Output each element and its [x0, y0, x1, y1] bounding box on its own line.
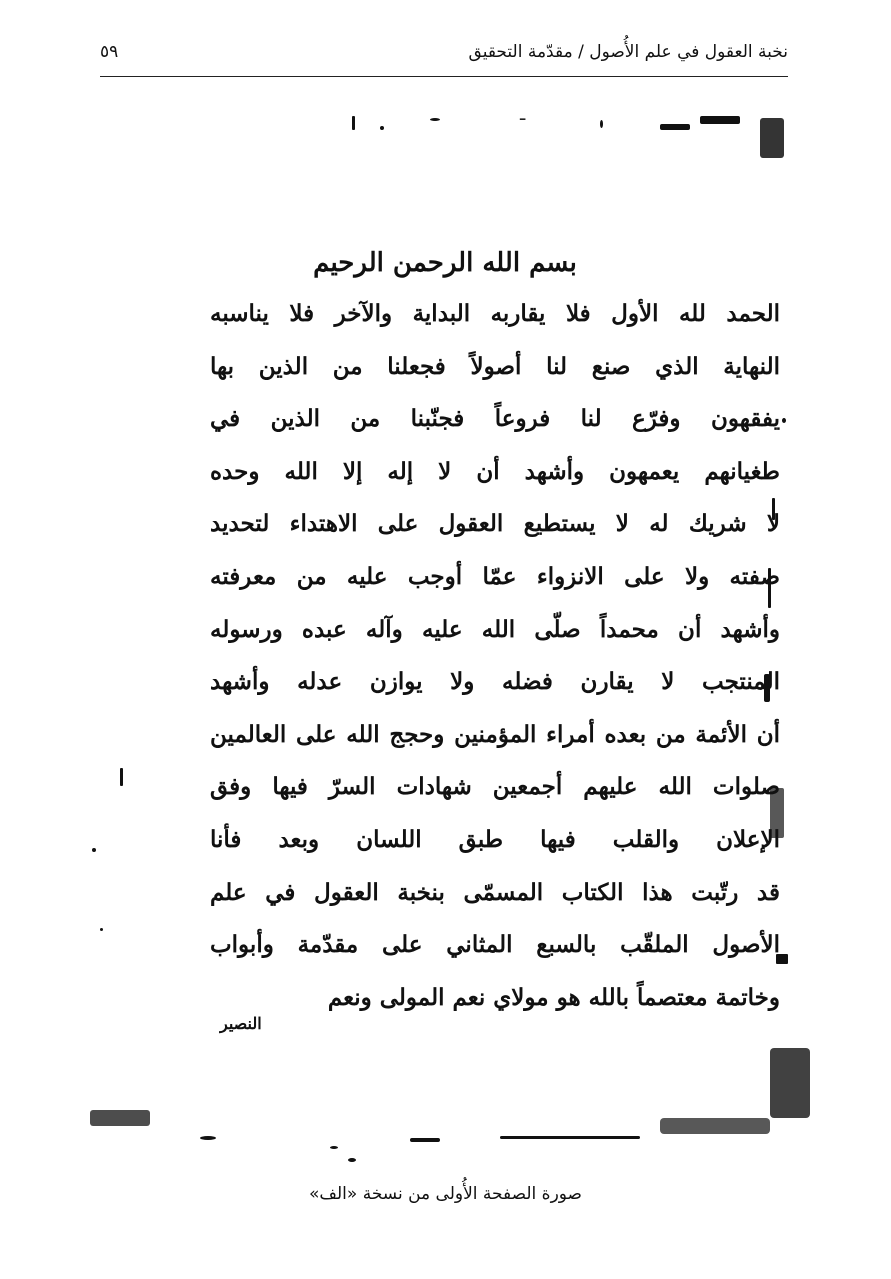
manuscript-line: وخاتمة معتصماً بالله هو مولاي نعم المولى ونعم: [327, 983, 780, 1011]
ink-speck: [352, 116, 355, 130]
book-title: نخبة العقول في علم الأُصول / مقدّمة التحقيق: [468, 42, 788, 62]
basmala: بسم الله الرحمن الرحيم: [313, 248, 577, 278]
manuscript-line: وأشهد أن محمداً صلّى الله عليه وآله عبده ورسوله: [210, 615, 780, 643]
ink-speck: [380, 126, 384, 130]
manuscript-line: أن الأئمة من بعده أمراء المؤمنين وحجج الله على العالمين: [210, 720, 780, 748]
ink-speck: [700, 116, 740, 124]
ink-speck: [92, 848, 96, 852]
manuscript-line: صلوات الله عليهم أجمعين شهادات السرّ فيها وفق: [210, 773, 780, 801]
catchword: النصير: [220, 1014, 262, 1033]
ink-speck: [430, 118, 440, 121]
manuscript-image: [80, 88, 810, 1168]
header-rule: [100, 76, 788, 77]
running-head: [100, 42, 788, 72]
ink-speck: [100, 928, 103, 931]
manuscript-text: [210, 288, 780, 1024]
manuscript-line: الإعلان والقلب فيها طبق اللسان وبعد فأنا: [210, 825, 780, 853]
manuscript-line: قد رتّبت هذا الكتاب المسمّى بنخبة العقول في علم: [210, 878, 780, 906]
ink-speck: [348, 1158, 356, 1162]
manuscript-line: لا شريك له لا يستطيع العقول على الاهتداء لتحديد: [210, 510, 780, 538]
ink-speck: [120, 768, 123, 786]
figure-caption: صورة الصفحة الأُولى من نسخة «الف»: [309, 1184, 582, 1204]
ink-speck: [760, 118, 784, 158]
ink-speck: [90, 1110, 150, 1126]
ink-speck: [600, 120, 603, 128]
ink-speck: [782, 418, 786, 423]
manuscript-line: الحمد لله الأول فلا يقاربه البداية والآخر فلا يناسبه: [210, 300, 780, 327]
ink-speck: [500, 1136, 640, 1139]
manuscript-line: صفته ولا على الانزواء عمّا أوجب عليه من معرفته: [210, 562, 780, 590]
ink-speck: [200, 1136, 216, 1140]
ink-speck: [330, 1146, 338, 1149]
ink-speck: [770, 1048, 810, 1118]
manuscript-line: النهاية الذي صنع لنا أصولاً فجعلنا من الذين بها: [210, 352, 780, 380]
manuscript-line: طغيانهم يعمهون وأشهد أن لا إله إلا الله وحده: [210, 457, 780, 485]
page-number: ٥٩: [100, 42, 119, 62]
ink-speck: [660, 1118, 770, 1134]
manuscript-line: الأصول الملقّب بالسبع المثاني على مقدّمة وأبواب: [210, 931, 780, 959]
ink-mark: ـ: [520, 104, 526, 125]
manuscript-line: المنتجب لا يقارن فضله ولا يوازن عدله وأشهد: [210, 668, 780, 696]
ink-speck: [660, 124, 690, 130]
ink-speck: [410, 1138, 440, 1142]
manuscript-line: يفقهون وفرّع لنا فروعاً فجنّبنا من الذين في: [210, 405, 780, 433]
